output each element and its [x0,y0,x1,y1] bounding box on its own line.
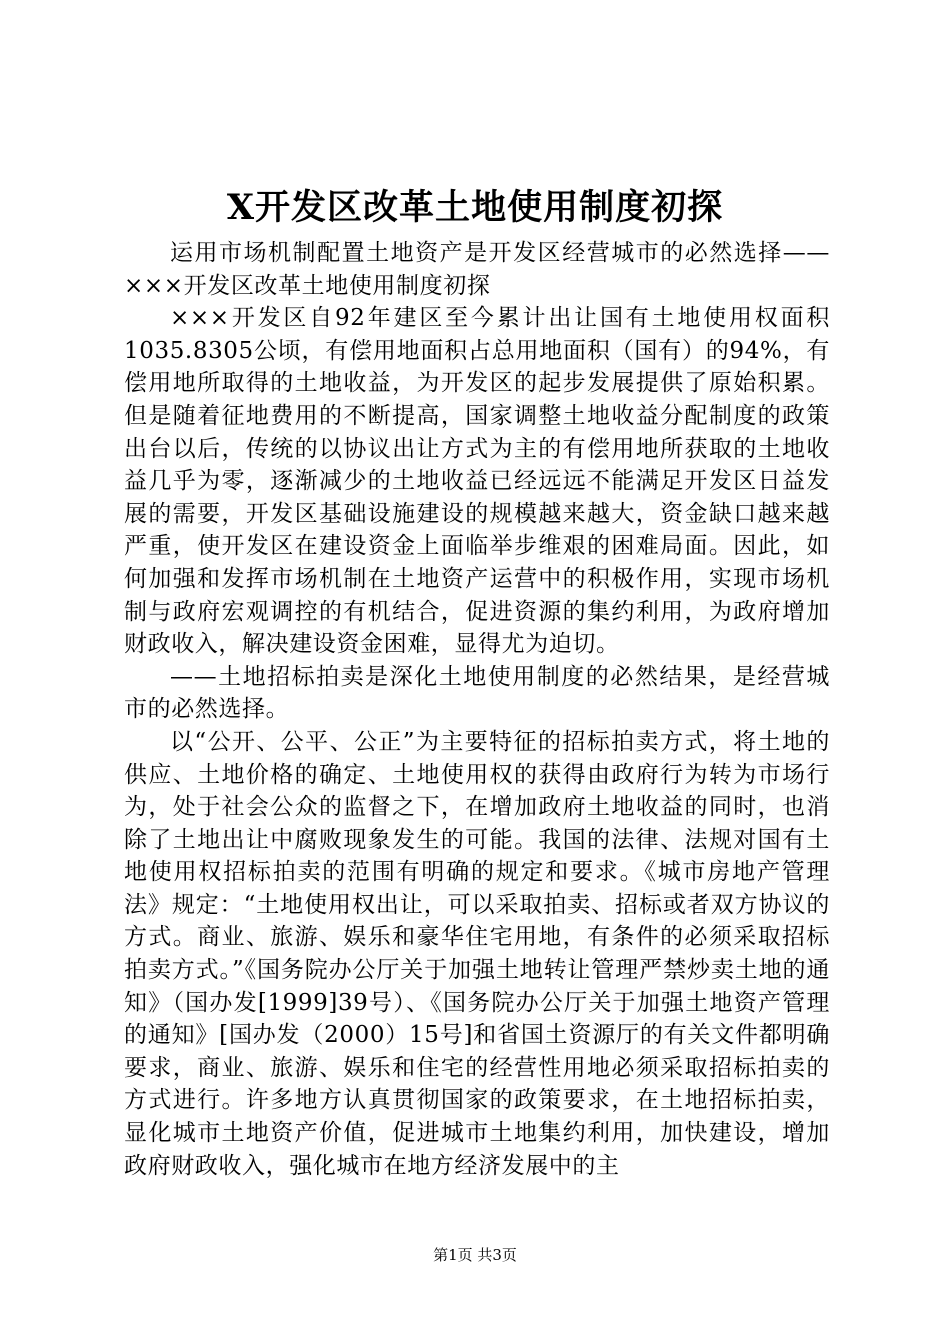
section-heading-paragraph: ——土地招标拍卖是深化土地使用制度的必然结果，是经营城市的必然选择。 [124,663,830,723]
body-paragraph: 以“公开、公平、公正”为主要特征的招标拍卖方式，将土地的供应、土地价格的确定、土地使用权的获得由政府行为转为市场行为，处于社会公众的监督之下，在增加政府土地收益的同时，也消除了土地出让中腐败现象发生的可能。我国的法律、法规对国有土地使用权招标拍卖的范围有明确的规定和要求。《城市房地产管理法》规定：“土地使用权出让，可以采取拍卖、招标或者双方协议的方式。商业、旅游、娱乐和豪华住宅用地，有条件的必须采取招标拍卖方式。”《国务院办公厅关于加强土地转让管理严禁炒卖土地的通知》（国办发[1999]39号）、《国务院办公厅关于加强土地资产管理的通知》[国办发（2000）15号]和省国土资源厅的有关文件都明确要求，商业、旅游、娱乐和住宅的经营性用地必须采取招标拍卖的方式进行。许多地方认真贯彻国家的政策要求，在土地招标拍卖，显化城市土地资产价值，促进城市土地集约利用，加快建设，增加政府财政收入，强化城市在地方经济发展中的主 [124,728,830,1179]
body-paragraph: ×××开发区自92年建区至今累计出让国有土地使用权面积1035.8305公顷，有偿用地面积占总用地面积（国有）的94%，有偿用地所取得的土地收益，为开发区的起步发展提供了原始积累。但是随着征地费用的不断提高，国家调整土地收益分配制度的政策出台以后，传统的以协议出让方式为主的有偿用地所获取的土地收益几乎为零，逐渐减少的土地收益已经远远不能满足开发区日益发展的需要，开发区基础设施建设的规模越来越大，资金缺口越来越严重，使开发区在建设资金上面临举步维艰的困难局面。因此，如何加强和发挥市场机制在土地资产运营中的积极作用，实现市场机制与政府宏观调控的有机结合，促进资源的集约利用，为政府增加财政收入，解决建设资金困难，显得尤为迫切。 [124,305,830,658]
document-title: X开发区改革土地使用制度初探 [226,187,724,228]
subtitle-paragraph: 运用市场机制配置土地资产是开发区经营城市的必然选择——×××开发区改革土地使用制度初探 [124,240,830,299]
page-footer: 第1页 共3页 [433,1246,517,1264]
document-body [124,237,830,1182]
